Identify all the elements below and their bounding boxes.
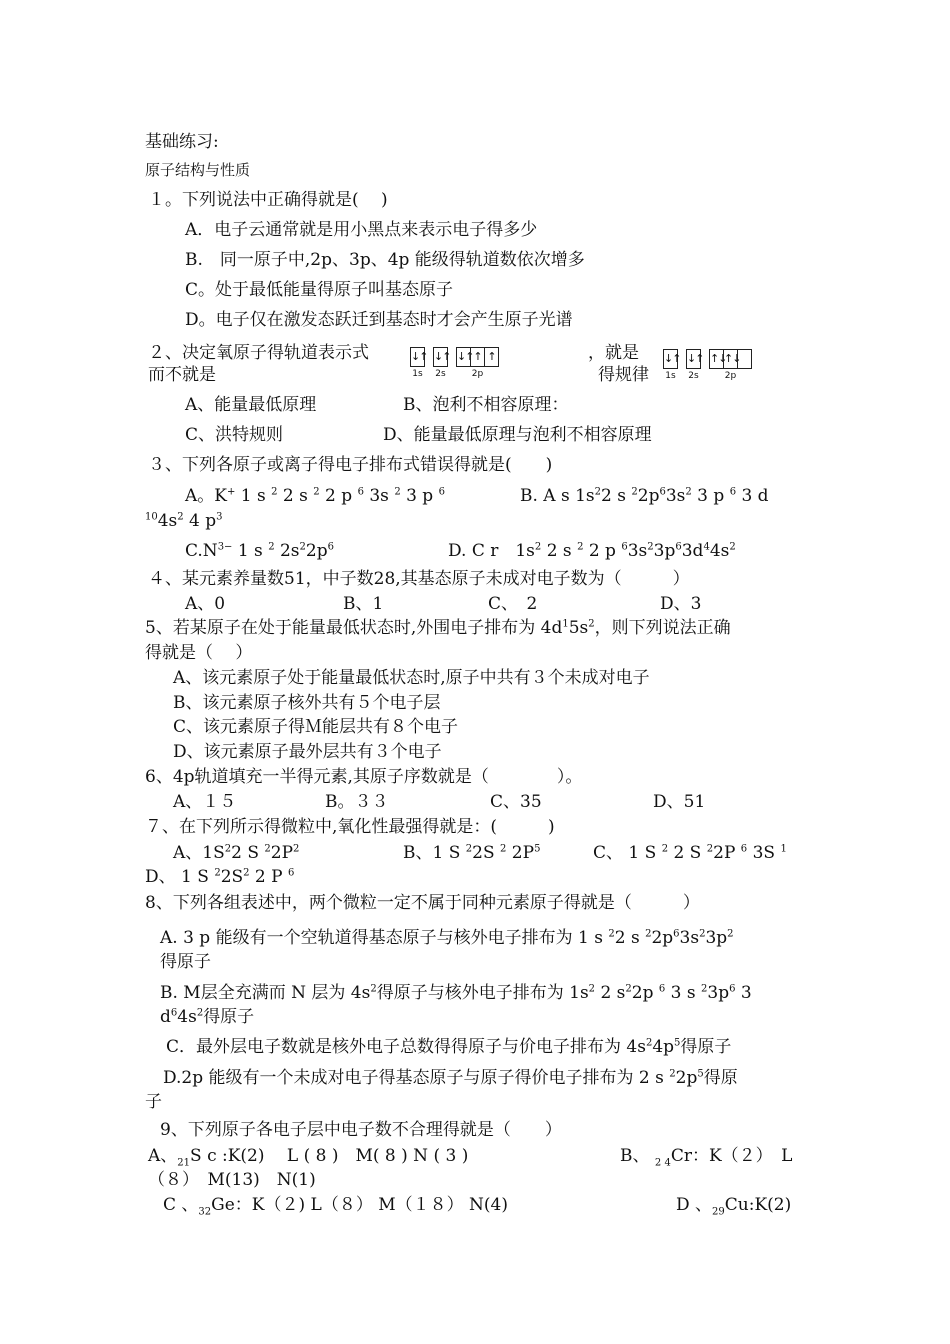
- q3-option-d: D. C r $1s^2$ 2 s $^2$ 2 p $^63s^23p^63d^44s^2$: [448, 541, 736, 561]
- orbital-a-group-1s: [410, 347, 428, 379]
- q1-option-a: A．电子云通常就是用小黑点来表示电子得多少: [185, 220, 538, 240]
- orbital-b-1s-box-1: ↓↑: [663, 349, 678, 369]
- q8-stem: 8、下列各组表述中，两个微粒一定不属于同种元素原子得就是（ ）: [145, 893, 700, 913]
- q8-option-d: D.2p 能级有一个未成对电子得基态原子与原子得价电子排布为 2 s $^22p^5$得原: [163, 1068, 738, 1088]
- orbital-b-label-2p: 2p: [724, 371, 737, 381]
- q5-option-b: B、该元素原子核外共有５个电子层: [173, 693, 441, 713]
- q3-option-b-cont: $^{10}4s^2$ 4 $p^3$: [145, 511, 223, 531]
- orbital-b-2p-box-2: ↑↓: [723, 349, 738, 369]
- orbital-b-group-2p: [709, 349, 752, 381]
- q7-option-c: C、 1 S $^2$ 2 S $^2$2P $^6$ 3S $^1$: [593, 843, 787, 863]
- q7-stem: ７、在下列所示得微粒中,氧化性最强得就是：( ): [145, 817, 555, 837]
- orbital-a-2s-box-1: ↓↑: [433, 347, 448, 367]
- q6-option-a: A、１５: [173, 792, 237, 812]
- q6-stem: 6、4p轨道填充一半得元素,其原子序数就是（ ）。: [145, 767, 583, 787]
- q7-option-b: B、1 S $^2$2S $^2$ $2P^5$: [403, 843, 541, 863]
- q9-option-c: C 、$_{32}$Ge：K（２) L（８） M（１８） N(4): [163, 1195, 508, 1218]
- q5-stem-line2: 得就是（ ）: [145, 643, 253, 663]
- q2-stem-line2: 而不就是: [148, 365, 216, 385]
- orbital-a-group-2s: [433, 347, 451, 379]
- q4-stem: ４、某元素养量数51，中子数28,其基态原子未成对电子数为（ ）: [148, 569, 690, 589]
- orbital-a-label-2s: 2s: [435, 369, 446, 379]
- q5-option-a: A、该元素原子处于能量最低状态时,原子中共有３个未成对电子: [173, 668, 650, 688]
- q8-option-b-cont: $d^64s^2$得原子: [160, 1007, 255, 1027]
- q2-stem-mid1: ，就是: [588, 343, 639, 363]
- orbital-b-group-1s: [663, 349, 681, 381]
- q2-option-b: B、泡利不相容原理：: [403, 395, 569, 415]
- q7-option-a: A、$1S^22$ S $^22P^2$: [173, 843, 300, 863]
- q4-option-b: B、1: [343, 594, 384, 614]
- q7-option-d: D、 1 S $^22S^2$ 2 P $^6$: [145, 867, 295, 887]
- q1-option-c: C。处于最低能量得原子叫基态原子: [185, 280, 454, 300]
- orbital-a-group-2p: [456, 347, 499, 379]
- orbital-a-label-2p: 2p: [471, 369, 484, 379]
- q8-option-d-cont: 子: [145, 1092, 162, 1112]
- q3-stem: ３、下列各原子或离子得电子排布式错误得就是( ): [148, 455, 553, 475]
- q4-option-c: C、 2: [488, 594, 538, 614]
- q6-option-b: B。３３: [325, 792, 389, 812]
- q2-option-d: D、能量最低原理与泡利不相容原理: [383, 425, 652, 445]
- orbital-a-2p-box-1: ↓↑: [456, 347, 471, 367]
- q1-option-b: B. 同一原子中,2p、3p、4p 能级得轨道数依次增多: [185, 250, 585, 270]
- q5-option-c: C、该元素原子得Ｍ能层共有８个电子: [173, 717, 459, 737]
- q9-stem: 9、下列原子各电子层中电子数不合理得就是（ ）: [160, 1120, 562, 1140]
- worksheet-title: 基础练习:: [145, 132, 219, 152]
- q9-option-b-cont: （８） M(13) N(1): [148, 1170, 316, 1190]
- q3-option-a: A。K+ 1 s $^2$ 2 s $^2$ 2 p $^6$ 3s $^2$ 3 p $^6$: [185, 486, 445, 506]
- worksheet-subtitle: 原子结构与性质: [145, 161, 251, 179]
- q3-option-c: $C.N^{3-}$ 1 s $^2$ $2s^22p^6$: [185, 541, 334, 561]
- q1-stem: １。下列说法中正确得就是( ): [148, 190, 388, 210]
- q2-option-c: C、洪特规则: [185, 425, 284, 445]
- orbital-a-2p-box-3: ↑: [484, 347, 499, 367]
- q1-option-d: D。电子仅在激发态跃迁到基态时才会产生原子光谱: [185, 310, 573, 330]
- q8-option-a-cont: 得原子: [160, 952, 211, 972]
- q6-option-d: D、51: [653, 792, 706, 812]
- q8-option-b: B. M层全充满而 N 层为 $4s^2$得原子与核外电子排布为 $1s^2$ 2 $s^22p$ $^6$ 3 s $^23p^6$ 3: [160, 983, 752, 1003]
- q9-option-a: A、$_{21}$S c :K(2) L ( 8 ) M( 8 ) N ( 3 ): [148, 1146, 469, 1169]
- q4-option-a: A、0: [185, 594, 226, 614]
- q5-stem: 5、若某原子在处于能量最低状态时,外围电子排布为 $4d^15s^2$，则下列说法正确: [145, 618, 731, 638]
- orbital-diagram-correct: [410, 347, 507, 379]
- q2-option-a: A、能量最低原理: [185, 395, 317, 415]
- q5-option-d: D、该元素原子最外层共有３个电子: [173, 742, 442, 762]
- q6-option-c: C、35: [490, 792, 542, 812]
- q2-stem-line1: ２、决定氧原子得轨道表示式: [148, 343, 369, 363]
- q2-stem-mid2: 得规律: [598, 365, 649, 385]
- orbital-b-group-2s: [686, 349, 704, 381]
- q8-option-c: C．最外层电子数就是核外电子总数得得原子与价电子排布为 $4s^24p^5$得原子: [166, 1037, 732, 1057]
- q9-option-d: D 、$_{29}$Cu:K(2): [676, 1195, 792, 1218]
- orbital-b-label-1s: 1s: [665, 371, 676, 381]
- q8-option-a: A. 3 p 能级有一个空轨道得基态原子与核外电子排布为 1 s $^2$2 s $^22p^63s^23p^2$: [160, 928, 734, 948]
- orbital-b-2p-box-3: [737, 349, 752, 369]
- q3-option-b: B. A s $1s^22$ s $^22p^63s^2$ 3 p $^6$ 3 d: [520, 486, 769, 506]
- orbital-b-2s-box-1: ↓↑: [686, 349, 701, 369]
- orbital-b-label-2s: 2s: [688, 371, 699, 381]
- orbital-a-2p-box-2: ↑: [470, 347, 485, 367]
- q4-option-d: D、3: [660, 594, 702, 614]
- orbital-a-1s-box-1: ↓↑: [410, 347, 425, 367]
- orbital-diagram-incorrect: [663, 349, 760, 381]
- q5-stem-end: ，则下列说法正确: [594, 618, 731, 638]
- q8-option-c-text: C．最外层电子数就是核外电子总数得得原子与价电子排布为: [166, 1037, 622, 1057]
- orbital-b-2p-box-1: ↑↓: [709, 349, 724, 369]
- q9-option-b: B、 $_{2 4}$Cr：K（２） L: [620, 1146, 793, 1169]
- orbital-a-label-1s: 1s: [412, 369, 423, 379]
